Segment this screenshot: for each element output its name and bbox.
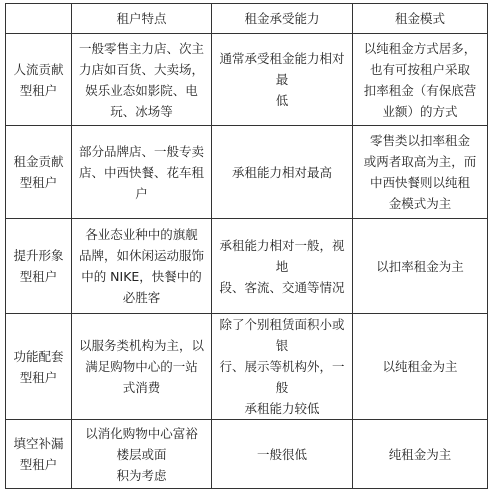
rent-capacity-text: 承租能力相对最高 — [231, 164, 332, 180]
rent-capacity-text: 通常承受租金能力相对最 低 — [219, 51, 345, 108]
tenant-feature-text: 一般零售主力店、次主 力店如百货、大卖场， 娱乐业态如影院、电 玩、冰场等 — [78, 40, 204, 119]
tenant-type-cell — [6, 34, 72, 126]
tenant-feature-text: 以服务类机构为主，以 满足购物中心的一站 式消费 — [78, 338, 204, 395]
rent-mode-text: 零售类以扣率租金 或两者取高为主，而 中西快餐则以纯租 金模式为主 — [363, 133, 477, 211]
rent-capacity-text: 一般很低 — [256, 446, 307, 462]
tenant-feature-text: 各业态业种中的旗舰 品牌，如休闲运动服饰 中的 NIKE，快餐中的 必胜客 — [78, 227, 204, 305]
table-row — [6, 314, 488, 420]
rent-mode-cell — [353, 314, 488, 420]
rent-capacity-cell — [212, 219, 353, 314]
rent-mode-cell — [353, 420, 488, 489]
tenant-type-text: 功能配套 型租户 — [13, 348, 64, 385]
rent-mode-cell — [353, 34, 488, 126]
tenant-type-cell — [6, 420, 72, 489]
tenant-rent-table — [5, 3, 488, 489]
header-cell-feature: 租户特点 — [72, 4, 212, 34]
rent-capacity-cell — [212, 314, 353, 420]
tenant-feature-cell — [72, 126, 212, 219]
tenant-type-text: 提升形象 型租户 — [13, 248, 64, 284]
header-cell-type — [6, 4, 72, 34]
tenant-feature-text: 以消化购物中心富裕 楼层或面 积为考虑 — [85, 425, 198, 483]
header-cell-capacity: 租金承受能力 — [212, 4, 353, 34]
header-cell-mode: 租金模式 — [353, 4, 488, 34]
table-row — [6, 34, 488, 126]
table-row — [6, 420, 488, 489]
rent-capacity-text: 承租能力相对一般，视地 段、客流、交通等情况 — [219, 237, 345, 295]
rent-mode-text: 以纯租金方式居多， 也有可按租户采取 扣率租金（有保底营 业额）的方式 — [363, 40, 477, 119]
tenant-type-cell — [6, 314, 72, 420]
rent-capacity-cell — [212, 126, 353, 219]
rent-capacity-cell — [212, 420, 353, 489]
tenant-type-cell — [6, 126, 72, 219]
table-row — [6, 219, 488, 314]
table-header-row — [6, 4, 488, 34]
tenant-feature-text: 部分品牌店、一般专卖 店、中西快餐、花车租 户 — [78, 143, 204, 201]
tenant-feature-cell — [72, 420, 212, 489]
tenant-type-text: 租金贡献 型租户 — [13, 154, 64, 190]
rent-capacity-cell — [212, 34, 353, 126]
table-row — [6, 126, 488, 219]
rent-mode-text: 以纯租金为主 — [382, 359, 458, 374]
tenant-feature-cell — [72, 219, 212, 314]
rent-mode-text: 纯租金为主 — [388, 446, 452, 462]
tenant-type-text: 填空补漏 型租户 — [13, 436, 64, 472]
tenant-type-text: 人流贡献 型租户 — [13, 61, 64, 98]
tenant-feature-cell — [72, 34, 212, 126]
rent-capacity-text: 除了个别租赁面积小或银 行、展示等机构外，一般 承租能力较低 — [219, 317, 345, 416]
rent-mode-text: 以扣率租金为主 — [376, 258, 464, 274]
rent-mode-cell — [353, 126, 488, 219]
rent-mode-cell — [353, 219, 488, 314]
tenant-type-cell — [6, 219, 72, 314]
tenant-feature-cell — [72, 314, 212, 420]
